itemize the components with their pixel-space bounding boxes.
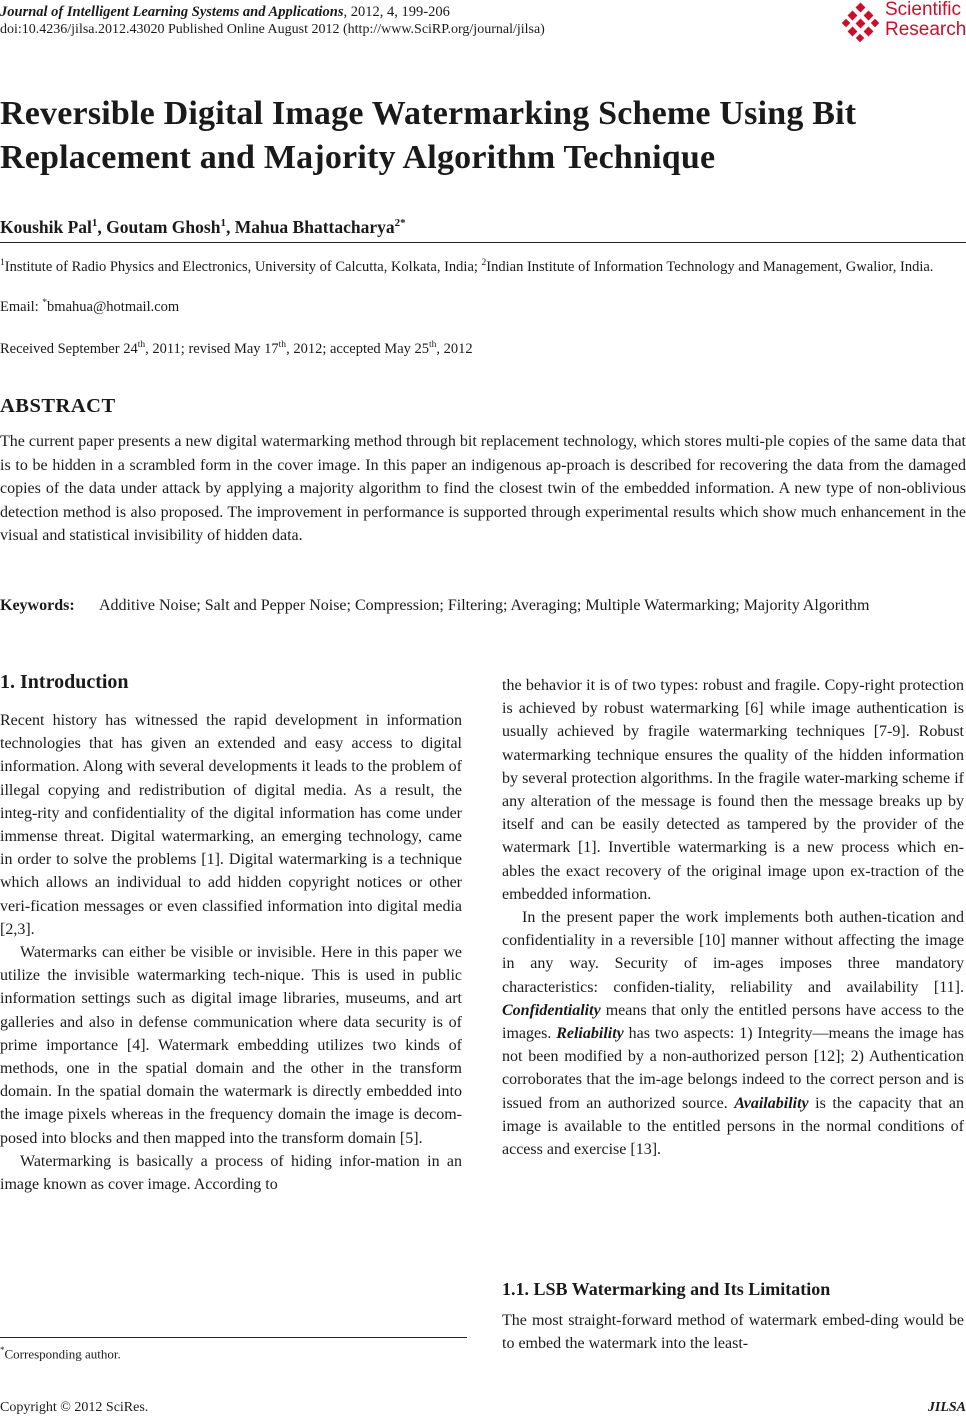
left-column — [0, 709, 462, 1196]
journal-issue: , 2012, 4, 199-206 — [343, 4, 450, 20]
keywords-label: Keywords: — [0, 597, 75, 614]
left-paragraph-3: Watermarking is basically a process of hiding infor-mation in an image known as cover image. According to — [0, 1152, 462, 1194]
affil-2: Indian Institute of Information Technology and Management, Gwalior, India. — [486, 258, 934, 275]
dates-sup-3: th — [429, 340, 437, 350]
scientific-research-logo-icon — [841, 2, 881, 42]
right-p2-text-4: is the capacity that an image is available to the entitled persons in the normal conditions of access and exercise [13]. — [502, 1094, 965, 1159]
affil-1: Institute of Radio Physics and Electronics, University of Calcutta, Kolkata, India; — [4, 258, 482, 275]
affil-2-sup: 2 — [481, 258, 487, 268]
left-paragraph-1: Recent history has witnessed the rapid development in information technologies that has given an extended and easy access to digital information. Along with several developments it leads to the problem of illegal copying and redistribution of digital media. As a result, the integ-rity and confidentiality of the digital information has come under immense threat. Digital watermarking, an emerging technology, came in order to solve the problems [1]. Digital watermarking is a technique which allows an individual to add hidden copyright notices or other veri-fication messages or even classified information into digital media [2,3]. — [0, 712, 462, 938]
email-sup: * — [42, 298, 48, 308]
title-line-1: Reversible Digital Image Watermarking Scheme Using Bit — [0, 95, 857, 132]
affil-1-sup: 1 — [0, 258, 5, 268]
right-p2-text-3: has two aspects: 1) Integrity—means the image has not been modified by a non-authorized person [12]; 2) Authentication corroborates that the im-age belongs indeed to the correct person and is issued from an authorized source. — [502, 1025, 964, 1112]
dates-sup-2: th — [278, 340, 287, 350]
footnote-rule — [0, 1337, 467, 1338]
logo-line-1: Scientific — [885, 0, 962, 20]
journal-abbrev-footer: JILSA — [927, 1400, 966, 1415]
author-1: Koushik Pal — [0, 216, 92, 237]
right-p2-text-1: In the present paper the work implements both authen-tication and confidentiality in a reversible [10] manner without affecting the image in any way. Security of im-ages imposes three mandatory characteristics: confiden-tiality, reliability and availability [11]. — [502, 909, 964, 996]
abstract-text: The current paper presents a new digital watermarking method through bit replacement technology, which stores multi-ple copies of the same data that is to be hidden in a scrambled form in the cover image. In this paper an indigenous ap-proach is described for recovering the data from the damaged copies of the data under attack by applying a majority algorithm to find the closest twin of the embedded information. A new type of non-oblivious detection method is also proposed. The improvement in performance is supported through experimental results which show much enhancement in the visual and statistical invisibility of hidden data. — [0, 433, 966, 544]
email-line — [0, 294, 179, 317]
author-2: , Goutam Ghosh — [97, 216, 221, 237]
keywords-text: Additive Noise; Salt and Pepper Noise; Compression; Filtering; Averaging; Multiple Watermarking; Majority Algorithm — [99, 597, 870, 614]
email-label: Email: — [0, 298, 43, 315]
dates-part-2: , 2011; revised May 17 — [145, 340, 279, 357]
email-address[interactable]: bmahua@hotmail.com — [47, 298, 180, 315]
logo-text — [885, 0, 966, 40]
subsection-heading: 1.1. LSB Watermarking and Its Limitation — [502, 1279, 831, 1299]
author-3-sup: 2* — [394, 217, 406, 229]
dates-part-4: , 2012 — [436, 340, 473, 357]
author-list — [0, 211, 406, 239]
footnote-sup: * — [0, 1345, 5, 1355]
copyright-footer: Copyright © 2012 SciRes. — [0, 1400, 149, 1415]
footnote — [0, 1342, 121, 1362]
affiliations — [0, 254, 966, 277]
right-column — [502, 674, 964, 1161]
author-1-sup: 1 — [91, 217, 98, 229]
term-reliability: Reliability — [556, 1025, 624, 1043]
abstract-heading: ABSTRACT — [0, 395, 116, 417]
right-p2-text-2: means that only the entitled persons have access to the images. — [502, 1001, 964, 1043]
intro-heading: 1. Introduction — [0, 671, 129, 693]
right-paragraph-3: The most straight-forward method of watermark embed-ding would be to embed the watermark into the least- — [502, 1312, 964, 1353]
author-rule — [0, 242, 966, 243]
journal-header — [0, 3, 450, 21]
logo-line-2: Research — [885, 19, 966, 40]
right-column-continued — [502, 1309, 964, 1355]
author-2-sup: 1 — [220, 217, 226, 229]
title-line-2: Replacement and Majority Algorithm Technique — [0, 139, 716, 176]
author-3: , Mahua Bhattacharya — [225, 216, 395, 237]
right-paragraph-2 — [502, 906, 964, 1161]
term-confidentiality: Confidentiality — [502, 1001, 601, 1019]
term-availability: Availability — [734, 1094, 809, 1112]
publisher-logo — [841, 0, 966, 44]
dates-part-1: Received September 24 — [0, 340, 138, 357]
received-dates — [0, 336, 473, 359]
dates-part-3: , 2012; accepted May 25 — [286, 340, 430, 357]
paper-title — [0, 92, 966, 180]
left-paragraph-2: Watermarks can either be visible or invisible. Here in this paper we utilize the invisible watermarking tech-nique. This is used in public information settings such as digital image libraries, museums, and art galleries and also in defense communication where data security is of prime importance [4]. Watermark embedding utilizes two kinds of methods, one in the spatial domain and the other in the transform domain. In the spatial domain the watermark is directly embedded into the image pixels whereas in the frequency domain the image is decom-posed into blocks and then mapped into the transform domain [5]. — [0, 944, 462, 1147]
footnote-text: Corresponding author. — [4, 1346, 121, 1362]
right-paragraph-1: the behavior it is of two types: robust and fragile. Copy-right protection is achieved by robust watermarking [6] while image authentication is usually achieved by fragile watermarking techniques [7-9]. Robust watermarking technique ensures the quality of the hidden information by several protection algorithms. In the fragile water-marking scheme if any alteration of the message is found then the message breaks up by itself and can be easily detected as tampered by the provider of the watermark [1]. Invertible watermarking is a new process which en-ables the exact recovery of the original image upon ex-traction of the embedded information. — [502, 677, 964, 903]
doi-line: doi:10.4236/jilsa.2012.43020 Published Online August 2012 (http://www.SciRP.org/journal/jilsa) — [0, 22, 545, 37]
dates-sup-1: th — [137, 340, 146, 350]
journal-name: Journal of Intelligent Learning Systems and Applications — [0, 4, 344, 20]
